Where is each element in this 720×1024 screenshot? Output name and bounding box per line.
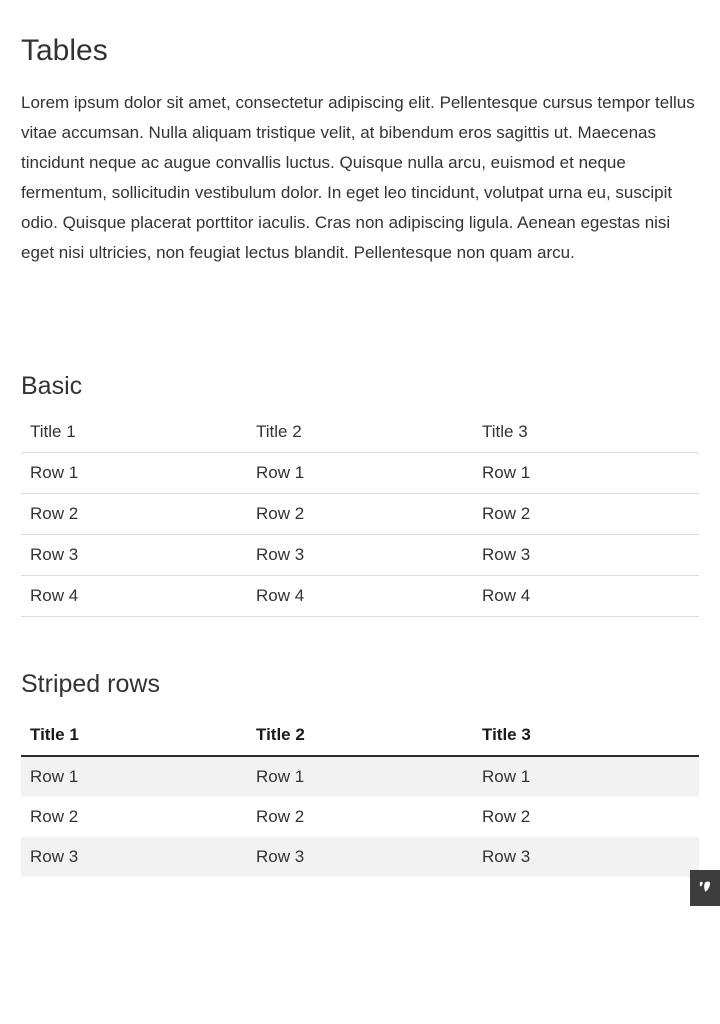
table-row (21, 494, 699, 535)
page-title: Tables (21, 34, 108, 67)
basic-table (21, 412, 699, 617)
typo3-badge[interactable] (690, 870, 720, 906)
section-basic (21, 371, 699, 617)
table-cell: Row 3 (482, 847, 531, 866)
table-row (21, 756, 699, 797)
intro-paragraph: Lorem ipsum dolor sit amet, consectetur adipiscing elit. Pellentesque cursus tempor tellus vitae accumsan. Nulla aliquam tristique velit, at bibendum eros sagittis ut. Maecenas tincidunt neque ac augue convallis luctus. Quisque nulla arcu, euismod et neque fermentum, sollicitudin vestibulum dolor. In eget leo tincidunt, volutpat urna eu, suscipit odio. Quisque placerat porttitor iaculis. Cras non adipiscing ligula. Aenean egestas nisi eget nisi ultricies, non feugiat lectus blandit. Pellentesque non quam arcu. (21, 93, 695, 262)
table-cell: Row 1 (473, 453, 699, 494)
table-header-row (21, 412, 699, 453)
typo3-logo-icon (698, 881, 712, 895)
column-header: Title 1 (21, 715, 247, 756)
table-cell: Row 2 (247, 494, 473, 535)
table-cell: Row 2 (473, 494, 699, 535)
table-row (21, 453, 699, 494)
basic-table-body (21, 453, 699, 617)
table-cell: Row 2 (30, 807, 79, 826)
table-cell: Row 1 (256, 767, 305, 786)
table-cell: Row 1 (30, 767, 79, 786)
column-header: Title 3 (473, 715, 699, 756)
striped-table-body (21, 756, 699, 877)
column-header: Title 3 (473, 412, 699, 453)
table-row (21, 576, 699, 617)
section-heading-striped: Striped rows (21, 670, 160, 698)
table-cell: Row 2 (21, 494, 247, 535)
table-row (21, 837, 699, 877)
table-cell: Row 3 (256, 847, 305, 866)
table-cell: Row 2 (482, 807, 531, 826)
table-cell: Row 3 (30, 847, 79, 866)
table-cell: Row 4 (247, 576, 473, 617)
table-row (21, 535, 699, 576)
table-cell: Row 1 (21, 453, 247, 494)
column-header: Title 1 (21, 412, 247, 453)
section-heading-basic: Basic (21, 372, 83, 400)
table-cell: Row 4 (473, 576, 699, 617)
table-cell: Row 1 (482, 767, 531, 786)
basic-table-header (21, 412, 699, 453)
table-cell: Row 3 (473, 535, 699, 576)
table-row (21, 797, 699, 837)
table-cell: Row 2 (256, 807, 305, 826)
table-cell: Row 1 (247, 453, 473, 494)
striped-table-header (21, 715, 699, 756)
table-cell: Row 3 (247, 535, 473, 576)
table-cell: Row 3 (21, 535, 247, 576)
table-header-row (21, 715, 699, 756)
column-header: Title 2 (247, 412, 473, 453)
table-cell: Row 4 (21, 576, 247, 617)
section-striped (21, 669, 699, 877)
striped-table (21, 715, 699, 877)
column-header: Title 2 (247, 715, 473, 756)
